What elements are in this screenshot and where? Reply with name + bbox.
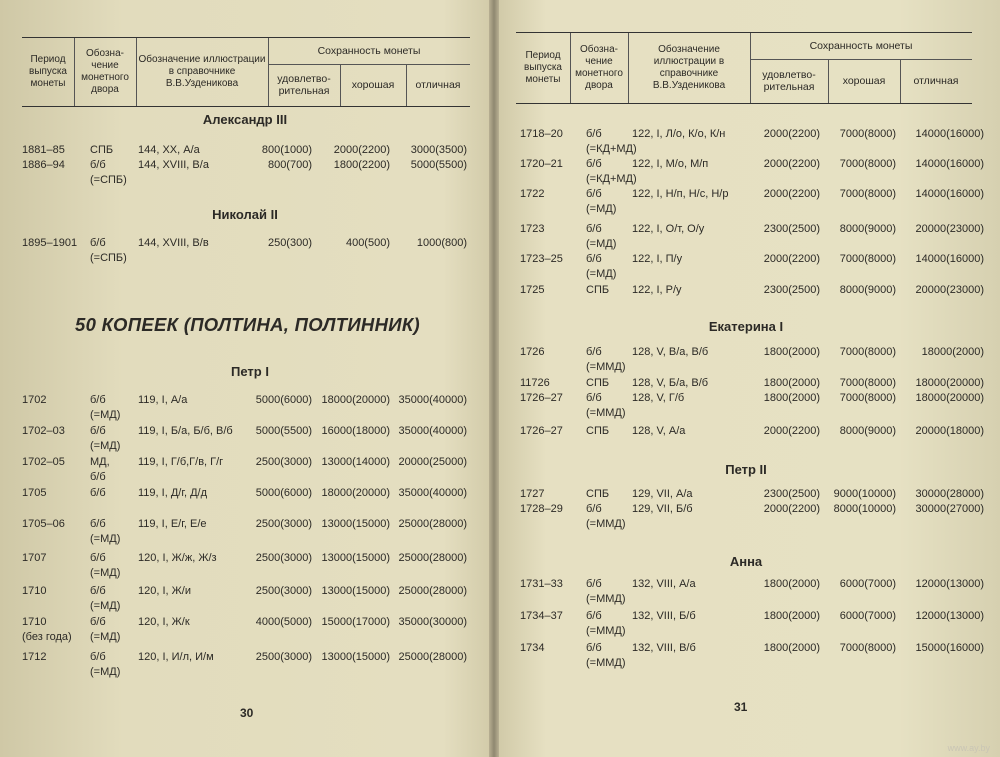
cell-mint: б/б (=МД) [90, 651, 121, 678]
coin-row [520, 609, 984, 639]
cell-v1: 5000(5500) [255, 425, 312, 437]
cell-ref: 120, I, Ж/ж, Ж/з [138, 552, 217, 564]
cell-period: 1720–21 [520, 158, 563, 170]
coin-row [22, 615, 472, 645]
header-excellent: отличная [913, 75, 959, 87]
cell-mint: б/б (=СПБ) [90, 159, 127, 186]
coin-row [520, 157, 984, 187]
coin-row [22, 455, 472, 485]
cell-mint: б/б (=МД) [586, 188, 617, 215]
cell-v3: 3000(3500) [410, 144, 467, 156]
cell-ref: 144, XVIII, В/а [138, 159, 209, 171]
denomination-title: 50 КОПЕЕК (ПОЛТИНА, ПОЛТИННИК) [75, 314, 420, 335]
cell-ref: 132, VIII, В/б [632, 642, 696, 654]
cell-period: 1734 [520, 642, 545, 654]
cell-v1: 250(300) [267, 237, 312, 249]
cell-ref: 119, I, Г/б,Г/в, Г/г [138, 456, 224, 468]
cell-v3: 35000(30000) [398, 616, 467, 628]
cell-v1: 2000(2200) [763, 425, 820, 437]
cell-v1: 2500(3000) [255, 552, 312, 564]
cell-mint: б/б (=СПБ) [90, 237, 127, 264]
coin-row [22, 158, 472, 188]
cell-v1: 4000(5000) [255, 616, 312, 628]
cell-v2: 1800(2200) [333, 159, 390, 171]
cell-v3: 20000(18000) [915, 425, 984, 437]
left-table-header [22, 37, 470, 107]
cell-ref: 122, I, О/т, О/у [632, 223, 705, 235]
cell-v3: 35000(40000) [398, 425, 467, 437]
cell-v2: 16000(18000) [321, 425, 390, 437]
cell-v3: 30000(28000) [915, 488, 984, 500]
cell-v2: 7000(8000) [839, 392, 896, 404]
header-good: хорошая [828, 59, 901, 103]
cell-v2: 2000(2200) [333, 144, 390, 156]
cell-v1: 2300(2500) [763, 488, 820, 500]
section-title-ekaterina: Екатерина I [708, 319, 784, 334]
coin-row [520, 345, 984, 375]
section-title-peter2: Петр II [725, 462, 767, 477]
cell-period: 1705–06 [22, 518, 65, 530]
cell-v2: 13000(14000) [321, 456, 390, 468]
cell-period: 1702–03 [22, 425, 65, 437]
cell-mint: СПБ [586, 284, 610, 296]
cell-v2: 18000(20000) [321, 394, 390, 406]
cell-mint: б/б [90, 487, 106, 499]
coin-row [22, 517, 472, 547]
cell-mint: б/б (=ММД) [586, 346, 626, 373]
cell-period: 1723 [520, 223, 545, 235]
cell-period: 1705 [22, 487, 47, 499]
cell-v1: 2300(2500) [763, 223, 820, 235]
cell-v1: 800(1000) [261, 144, 312, 156]
cell-v2: 400(500) [345, 237, 390, 249]
cell-period: 1718–20 [520, 128, 563, 140]
cell-v3: 5000(5500) [410, 159, 467, 171]
cell-ref: 129, VII, Б/б [632, 503, 693, 515]
cell-ref: 120, I, Ж/к [138, 616, 190, 628]
cell-ref: 129, VII, А/а [632, 488, 693, 500]
cell-mint: б/б (=ММД) [586, 642, 626, 669]
cell-period: 1726 [520, 346, 545, 358]
cell-v3: 12000(13000) [915, 610, 984, 622]
cell-v3: 25000(28000) [398, 585, 467, 597]
cell-mint: б/б (=МД) [90, 585, 121, 612]
cell-mint: б/б (=ММД) [586, 610, 626, 637]
cell-ref: 120, I, И/л, И/м [138, 651, 214, 663]
page-number-left: 30 [240, 706, 254, 720]
cell-v2: 7000(8000) [839, 642, 896, 654]
cell-v1: 1800(2000) [763, 377, 820, 389]
cell-period: 1722 [520, 188, 545, 200]
cell-ref: 119, I, А/а [138, 394, 188, 406]
cell-v1: 5000(6000) [255, 394, 312, 406]
cell-v2: 7000(8000) [839, 377, 896, 389]
cell-period: 1725 [520, 284, 545, 296]
cell-ref: 132, VIII, Б/б [632, 610, 696, 622]
coin-row [520, 252, 984, 282]
cell-v2: 8000(9000) [839, 425, 896, 437]
coin-row [520, 283, 984, 313]
cell-v2: 8000(10000) [833, 503, 896, 515]
coin-row [520, 424, 984, 454]
section-title-alexander: Александр III [202, 112, 288, 127]
cell-mint: б/б (=КД+МД) [586, 128, 637, 155]
cell-ref: 122, I, Н/п, Н/с, Н/р [632, 188, 729, 200]
cell-mint: б/б (=ММД) [586, 503, 626, 530]
coin-row [22, 393, 472, 423]
cell-period: 1710 (без года) [22, 616, 72, 643]
coin-row [22, 424, 472, 454]
cell-mint: СПБ [586, 425, 610, 437]
cell-v2: 18000(20000) [321, 487, 390, 499]
header-mint: Обозна-чение монетного двора [570, 33, 629, 103]
header-period: Период выпуска монеты [516, 33, 571, 103]
cell-ref: 119, I, Д/г, Д/д [138, 487, 208, 499]
cell-v1: 2500(3000) [255, 585, 312, 597]
cell-v3: 14000(16000) [915, 188, 984, 200]
cell-period: 1728–29 [520, 503, 563, 515]
cell-v2: 13000(15000) [321, 585, 390, 597]
cell-mint: б/б (=МД) [586, 223, 617, 250]
cell-period: 1731–33 [520, 578, 563, 590]
cell-v1: 2500(3000) [255, 651, 312, 663]
cell-ref: 128, V, Б/а, В/б [632, 377, 709, 389]
cell-period: 1886–94 [22, 159, 65, 171]
cell-ref: 122, I, П/у [632, 253, 683, 265]
cell-v2: 9000(10000) [833, 488, 896, 500]
section-title-peter: Петр I [231, 364, 269, 379]
cell-v2: 8000(9000) [839, 223, 896, 235]
cell-v2: 7000(8000) [839, 346, 896, 358]
cell-period: 1895–1901 [22, 237, 78, 249]
header-good-ok: удовлетво-рительная [268, 64, 341, 106]
cell-v3: 25000(28000) [398, 552, 467, 564]
header-mint: Обозна-чение монетного двора [74, 38, 137, 106]
coin-row [520, 222, 984, 252]
cell-v2: 7000(8000) [839, 188, 896, 200]
cell-period: 1727 [520, 488, 545, 500]
cell-mint: б/б (=МД) [90, 425, 121, 452]
cell-v1: 800(700) [267, 159, 312, 171]
cell-v2: 7000(8000) [839, 253, 896, 265]
cell-period: 1702 [22, 394, 47, 406]
cell-v1: 2000(2200) [763, 503, 820, 515]
cell-mint: б/б (=ММД) [586, 392, 626, 419]
cell-mint: б/б (=МД) [90, 518, 121, 545]
coin-row [22, 551, 472, 581]
watermark: www.ay.by [947, 743, 990, 753]
cell-ref: 120, I, Ж/и [138, 585, 191, 597]
cell-v3: 20000(23000) [915, 284, 984, 296]
cell-v1: 1800(2000) [763, 346, 820, 358]
cell-v2: 7000(8000) [839, 158, 896, 170]
cell-period: 1710 [22, 585, 47, 597]
cell-v3: 18000(2000) [921, 346, 984, 358]
cell-period: 1712 [22, 651, 47, 663]
cell-v2: 13000(15000) [321, 518, 390, 530]
cell-v1: 2000(2200) [763, 128, 820, 140]
cell-v1: 2500(3000) [255, 456, 312, 468]
coin-row [520, 187, 984, 217]
header-good-ok: удовлетво-рительная [750, 59, 829, 103]
cell-v3: 12000(13000) [915, 578, 984, 590]
cell-ref: 128, V, Г/б [632, 392, 685, 404]
section-title-anna: Анна [729, 554, 763, 569]
header-ref: Обозначение иллюстрации в справочнике В.В.Узденикова [136, 38, 269, 106]
coin-row [520, 391, 984, 421]
cell-v3: 1000(800) [416, 237, 467, 249]
cell-ref: 132, VIII, А/а [632, 578, 696, 590]
cell-v2: 6000(7000) [839, 610, 896, 622]
cell-v3: 25000(28000) [398, 518, 467, 530]
cell-v3: 14000(16000) [915, 128, 984, 140]
coin-row [520, 502, 984, 532]
cell-period: 1723–25 [520, 253, 563, 265]
cell-v3: 14000(16000) [915, 158, 984, 170]
cell-v3: 18000(20000) [915, 377, 984, 389]
cell-v2: 13000(15000) [321, 651, 390, 663]
cell-mint: б/б (=ММД) [586, 578, 626, 605]
cell-v1: 1800(2000) [763, 642, 820, 654]
cell-period: 1726–27 [520, 425, 563, 437]
cell-v3: 25000(28000) [398, 651, 467, 663]
right-table-header [516, 32, 972, 104]
coin-row [520, 641, 984, 671]
cell-v3: 18000(20000) [915, 392, 984, 404]
coin-row [22, 584, 472, 614]
cell-period: 1707 [22, 552, 47, 564]
header-ref: Обозначение иллюстрации в справочнике В.В.Узденикова [628, 33, 751, 103]
cell-mint: б/б (=КД+МД) [586, 158, 637, 185]
cell-v3: 20000(25000) [398, 456, 467, 468]
cell-v3: 35000(40000) [398, 394, 467, 406]
cell-mint: МД, б/б [90, 456, 110, 483]
cell-v2: 7000(8000) [839, 128, 896, 140]
cell-ref: 122, I, Р/у [632, 284, 682, 296]
cell-v1: 2000(2200) [763, 158, 820, 170]
header-excellent: отличная [415, 79, 461, 91]
cell-mint: б/б (=МД) [90, 616, 121, 643]
cell-ref: 128, V, А/а [632, 425, 686, 437]
cell-v1: 2500(3000) [255, 518, 312, 530]
cell-period: 1881–85 [22, 144, 65, 156]
cell-period: 1726–27 [520, 392, 563, 404]
cell-v1: 2300(2500) [763, 284, 820, 296]
section-title-nikolai: Николай II [212, 207, 278, 222]
cell-v3: 14000(16000) [915, 253, 984, 265]
coin-row [22, 650, 472, 680]
cell-mint: б/б (=МД) [90, 394, 121, 421]
cell-v3: 35000(40000) [398, 487, 467, 499]
cell-mint: б/б (=МД) [90, 552, 121, 579]
cell-v1: 1800(2000) [763, 578, 820, 590]
cell-ref: 122, I, Л/о, К/о, К/н [632, 128, 726, 140]
cell-mint: СПБ [586, 377, 610, 389]
header-condition: Сохранность монеты [268, 38, 470, 65]
cell-ref: 144, XX, А/а [138, 144, 200, 156]
cell-period: 1702–05 [22, 456, 65, 468]
cell-ref: 144, XVIII, В/в [138, 237, 209, 249]
coin-row [22, 486, 472, 516]
coin-row [22, 236, 472, 266]
cell-ref: 122, I, М/о, М/п [632, 158, 709, 170]
header-condition: Сохранность монеты [750, 33, 972, 60]
cell-v3: 30000(27000) [915, 503, 984, 515]
cell-v3: 20000(23000) [915, 223, 984, 235]
header-good: хорошая [340, 64, 407, 106]
cell-mint: б/б (=МД) [586, 253, 617, 280]
cell-mint: СПБ [586, 488, 610, 500]
cell-ref: 128, V, В/а, В/б [632, 346, 709, 358]
header-period: Период выпуска монеты [22, 38, 75, 106]
cell-ref: 119, I, Б/а, Б/б, В/б [138, 425, 233, 437]
coin-row [520, 577, 984, 607]
cell-v2: 8000(9000) [839, 284, 896, 296]
cell-v2: 13000(15000) [321, 552, 390, 564]
cell-mint: СПБ [90, 144, 114, 156]
page-number-right: 31 [734, 700, 748, 714]
cell-ref: 119, I, Е/г, Е/е [138, 518, 207, 530]
cell-v1: 5000(6000) [255, 487, 312, 499]
cell-v1: 2000(2200) [763, 188, 820, 200]
cell-v2: 15000(17000) [321, 616, 390, 628]
cell-v3: 15000(16000) [915, 642, 984, 654]
cell-v1: 2000(2200) [763, 253, 820, 265]
cell-period: 1734–37 [520, 610, 563, 622]
cell-v1: 1800(2000) [763, 392, 820, 404]
coin-row [520, 127, 984, 157]
cell-v1: 1800(2000) [763, 610, 820, 622]
cell-v2: 6000(7000) [839, 578, 896, 590]
cell-period: 11726 [520, 377, 550, 389]
book-gutter [489, 0, 499, 757]
